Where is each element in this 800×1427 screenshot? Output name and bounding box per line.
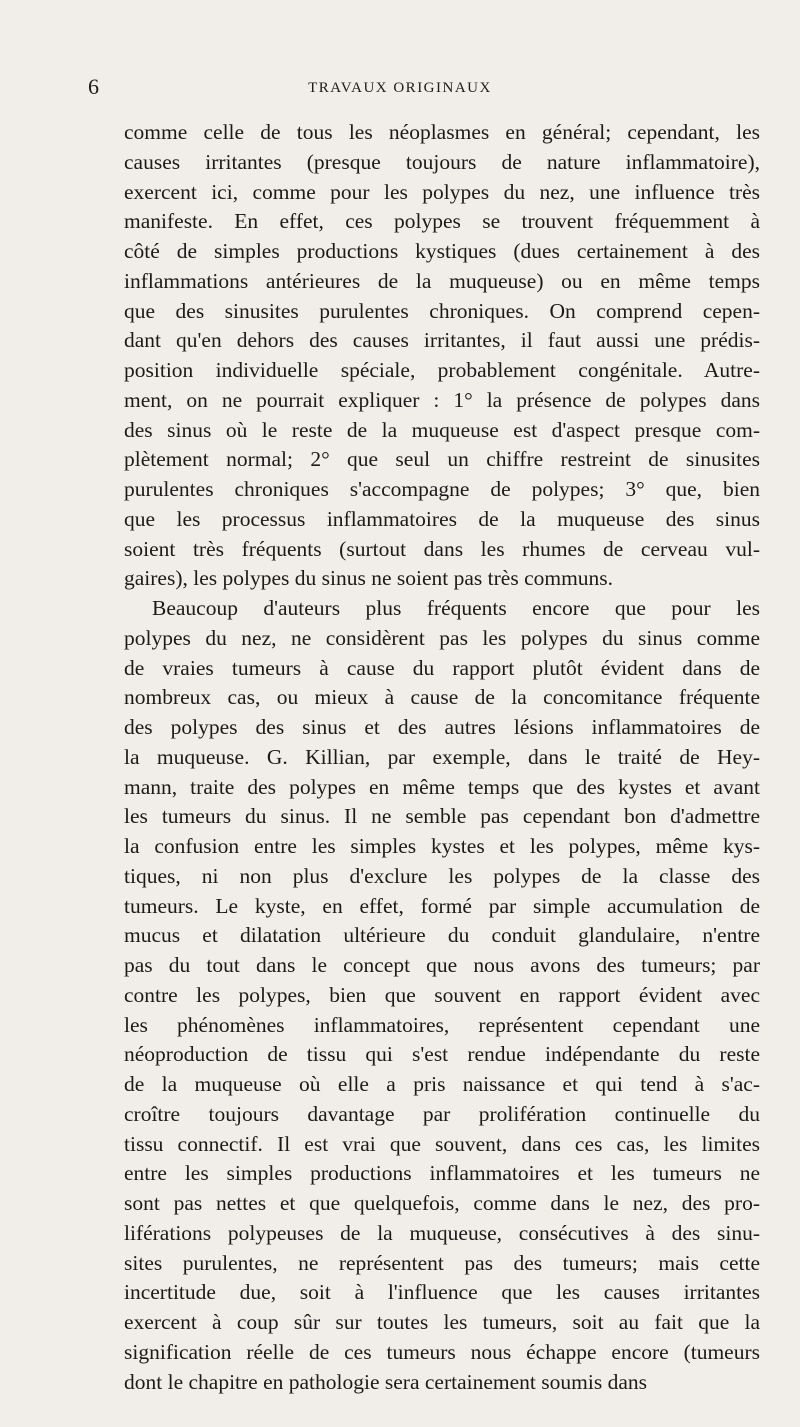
text-line: exercent à coup sûr sur toutes les tumeurs, soit au fait que la bbox=[124, 1310, 760, 1334]
running-title: TRAVAUX ORIGINAUX bbox=[308, 80, 492, 96]
text-line: entre les simples productions inflammatoires et les tumeurs ne bbox=[124, 1161, 760, 1186]
text-line: soient très fréquents (surtout dans les rhumes de cerveau vul- bbox=[124, 536, 760, 561]
text-line: nombreux cas, ou mieux à cause de la concomitance fréquente bbox=[124, 685, 760, 710]
text-line: manifeste. En effet, ces polypes se trouvent fréquemment à bbox=[124, 209, 760, 234]
text-line: position individuelle spéciale, probablement congénitale. Autre- bbox=[124, 358, 760, 382]
text-line: tumeurs. Le kyste, en effet, formé par simple accumulation de bbox=[124, 893, 760, 918]
text-line: mann, traite des polypes en même temps que des kystes et avant bbox=[124, 774, 760, 799]
text-line: exercent ici, comme pour les polypes du nez, une influence très bbox=[124, 179, 760, 204]
text-line: la muqueuse. G. Killian, par exemple, dans le traité de Hey- bbox=[124, 744, 760, 769]
text-line: tiques, ni non plus d'exclure les polypes de la classe des bbox=[124, 863, 760, 888]
text-line: de la muqueuse où elle a pris naissance et qui tend à s'ac- bbox=[124, 1072, 760, 1096]
text-line: plètement normal; 2° que seul un chiffre restreint de sinusites bbox=[124, 447, 760, 472]
text-line: ment, on ne pourrait expliquer : 1° la présence de polypes dans bbox=[124, 387, 760, 412]
text-line: néoproduction de tissu qui s'est rendue indépendante du reste bbox=[124, 1042, 760, 1067]
text-line: tissu connectif. Il est vrai que souvent, dans ces cas, les limites bbox=[124, 1131, 760, 1156]
text-line: mucus et dilatation ultérieure du conduit glandulaire, n'entre bbox=[124, 923, 760, 948]
text-line: purulentes chroniques s'accompagne de polypes; 3° que, bien bbox=[124, 477, 760, 501]
text-line: comme celle de tous les néoplasmes en général; cependant, les bbox=[124, 120, 760, 144]
text-line: causes irritantes (presque toujours de nature inflammatoire), bbox=[124, 149, 760, 174]
text-line: des sinus où le reste de la muqueuse est d'aspect presque com- bbox=[124, 417, 760, 442]
text-line: côté de simples productions kystiques (dues certainement à des bbox=[124, 239, 760, 263]
text-line: croître toujours davantage par prolifération continuelle du bbox=[124, 1101, 760, 1126]
body-text bbox=[124, 118, 760, 1397]
text-line: les phénomènes inflammatoires, représentent cependant une bbox=[124, 1012, 760, 1037]
text-line: des polypes des sinus et des autres lésions inflammatoires de bbox=[124, 715, 760, 739]
text-line: les tumeurs du sinus. Il ne semble pas cependant bon d'admettre bbox=[124, 804, 760, 829]
text-line: signification réelle de ces tumeurs nous échappe encore (tumeurs bbox=[124, 1339, 760, 1364]
text-line: incertitude due, soit à l'influence que les causes irritantes bbox=[124, 1280, 760, 1305]
text-line: sites purulentes, ne représentent pas des tumeurs; mais cette bbox=[124, 1250, 760, 1275]
text-line: de vraies tumeurs à cause du rapport plutôt évident dans de bbox=[124, 655, 760, 680]
text-line: pas du tout dans le concept que nous avons des tumeurs; par bbox=[124, 953, 760, 977]
text-line: que des sinusites purulentes chroniques. On comprend cepen- bbox=[124, 298, 760, 323]
text-line: dont le chapitre en pathologie sera certainement soumis dans bbox=[124, 1369, 647, 1394]
text-line: liférations polypeuses de la muqueuse, consécutives à des sinu- bbox=[124, 1220, 760, 1245]
text-line: dant qu'en dehors des causes irritantes, il faut aussi une prédis- bbox=[124, 328, 760, 353]
running-header bbox=[0, 72, 800, 102]
text-line: que les processus inflammatoires de la muqueuse des sinus bbox=[124, 506, 760, 531]
text-line: Beaucoup d'auteurs plus fréquents encore que pour les bbox=[152, 596, 760, 620]
text-line: sont pas nettes et que quelquefois, comme dans le nez, des pro- bbox=[124, 1191, 760, 1215]
text-line: inflammations antérieures de la muqueuse) ou en même temps bbox=[124, 268, 760, 293]
text-line: polypes du nez, ne considèrent pas les polypes du sinus comme bbox=[124, 625, 760, 650]
text-line: la confusion entre les simples kystes et les polypes, même kys- bbox=[124, 834, 760, 858]
text-line: contre les polypes, bien que souvent en rapport évident avec bbox=[124, 982, 760, 1007]
page-number: 6 bbox=[88, 74, 99, 99]
text-line: gaires), les polypes du sinus ne soient pas très communs. bbox=[124, 566, 614, 591]
